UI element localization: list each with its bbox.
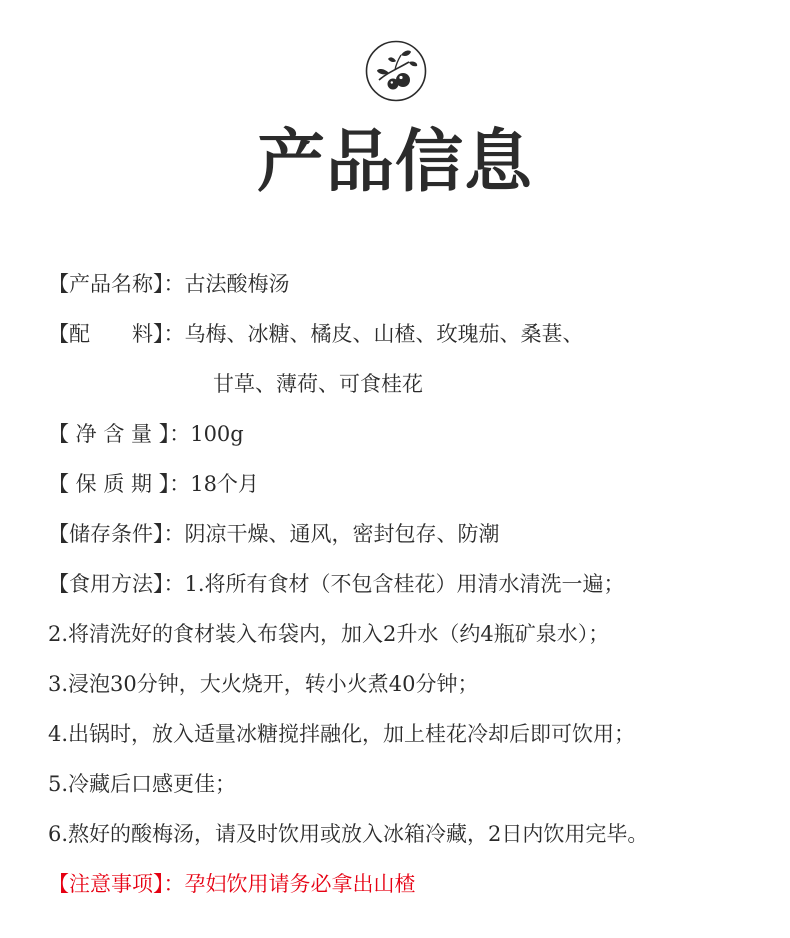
usage-method-label: 【食用方法】: [48, 572, 164, 596]
ingredients-value-line1: ：乌梅、冰糖、橘皮、山楂、玫瑰茄、桑葚、: [163, 322, 584, 346]
usage-step-2: 2.将清洗好的食材装入布袋内，加入2升水（约4瓶矿泉水）；: [48, 622, 610, 646]
notice-row: [48, 866, 416, 902]
notice-value: ：孕妇饮用请务必拿出山楂: [163, 872, 416, 896]
shelf-life-value: ：18个月: [169, 472, 259, 496]
storage-value: ：阴凉干燥、通风，密封包存、防潮: [163, 522, 500, 546]
net-weight-label: 【 净 含 量 】: [48, 422, 170, 446]
usage-step-1: ：1.将所有食材（不包含桂花）用清水清洗一遍；: [163, 572, 625, 596]
net-weight-row: [48, 416, 244, 452]
notice-label: 【注意事项】: [48, 872, 164, 896]
usage-step-6: 6.熬好的酸梅汤，请及时饮用或放入冰箱冷藏，2日内饮用完毕。: [48, 822, 649, 846]
shelf-life-label: 【 保 质 期 】: [48, 472, 170, 496]
ingredients-value-line2: 甘草、薄荷、可食桂花: [213, 372, 423, 396]
ingredients-label: 【配 料】: [48, 322, 164, 346]
storage-row: [48, 516, 500, 552]
storage-label: 【储存条件】: [48, 522, 164, 546]
shelf-life-row: [48, 466, 259, 502]
usage-step-5: 5.冷藏后口感更佳；: [48, 772, 237, 796]
ingredients-row: [48, 316, 584, 352]
plum-branch-logo-icon: [365, 40, 427, 102]
net-weight-value: ：100g: [169, 422, 244, 446]
product-name-label: 【产品名称】: [48, 272, 164, 296]
usage-step-4: 4.出锅时，放入适量冰糖搅拌融化，加上桂花冷却后即可饮用；: [48, 722, 636, 746]
product-name-row: [48, 266, 290, 302]
page-title: 产品信息: [256, 123, 533, 202]
product-name-value: ：古法酸梅汤: [163, 272, 290, 296]
usage-method-row: [48, 566, 625, 602]
ingredients-row-continued: [213, 366, 423, 402]
usage-step-3: 3.浸泡30分钟，大火烧开，转小火煮40分钟；: [48, 672, 479, 696]
